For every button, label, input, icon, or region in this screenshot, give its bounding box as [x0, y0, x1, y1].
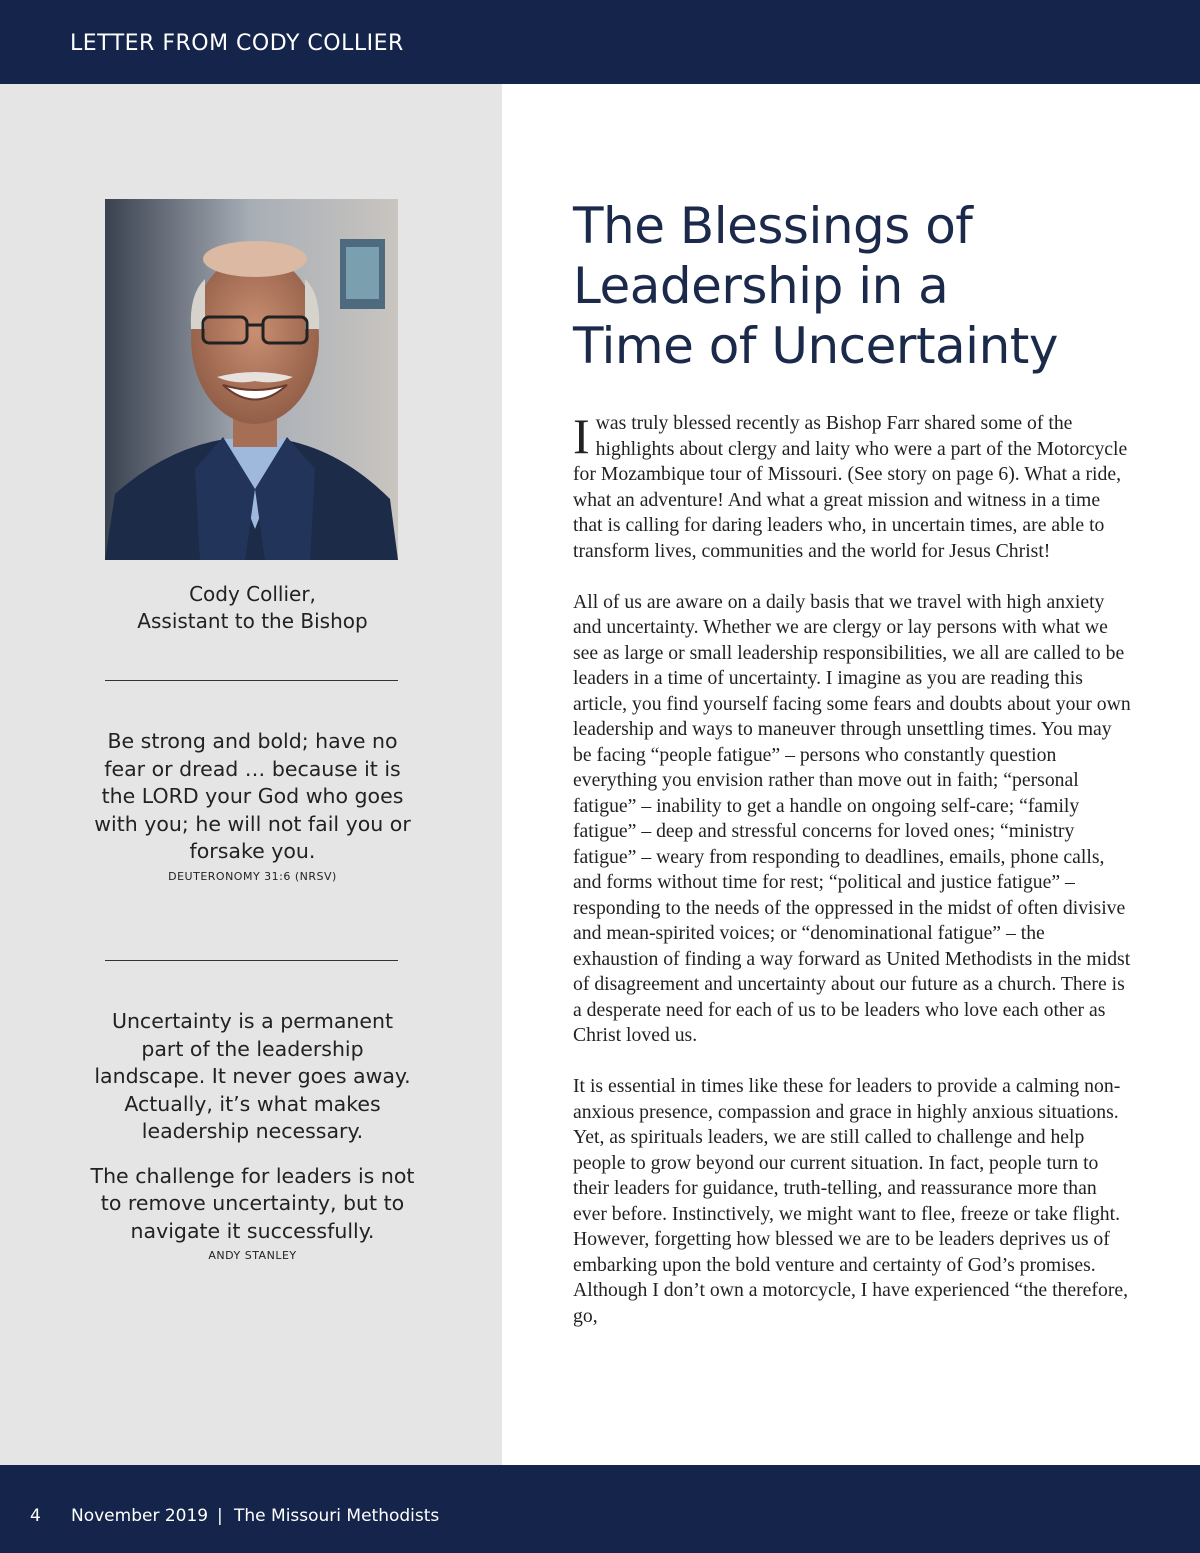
scripture-quote	[90, 728, 415, 885]
issue-date: November 2019	[71, 1506, 209, 1526]
scripture-quote-text: Be strong and bold; have no fear or dread … because it is the LORD your God who goes with you; he will not fail you or forsake you.	[94, 729, 411, 863]
scripture-quote-source: DEUTERONOMY 31:6 (NRSV)	[168, 869, 337, 883]
article-paragraph	[573, 408, 1133, 564]
caption-title: Assistant to the Bishop	[137, 609, 368, 633]
divider-rule	[105, 680, 398, 681]
divider-rule	[105, 960, 398, 961]
caption-name: Cody Collier,	[189, 582, 316, 606]
header-band	[0, 0, 1200, 84]
article-paragraph: All of us are aware on a daily basis that we travel with high anxiety and uncertainty. Whether we are clergy or lay persons with what we see as large or small leadership responsibilities, we all are called to be leaders in a time of uncertainty. I imagine as you are reading this article, you find yourself facing some fears and doubts about your own leadership and ways to maneuver through unsettling times. You may be facing “people fatigue” – persons who constantly question everything you envision rather than move out in faith; “personal fatigue” – inability to get a handle on ongoing self-care; “family fatigue” – deep and stressful concerns for loved ones; “ministry fatigue” – weary from responding to deadlines, emails, phone calls, and forms without time for rest; “political and justice fatigue” – responding to the needs of the oppressed in the midst of often divisive and mean-spirited voices; or “denominational fatigue” – the exhaustion of finding a way forward as United Methodists in the midst of disagreement and uncertainty about our future as a church. There is a desperate need for each of us to be leaders who love each other as Christ loved us.	[573, 590, 1131, 1046]
article-body	[573, 408, 1133, 1355]
article-paragraph-text: was truly blessed recently as Bishop Farr shared some of the highlights about clergy and laity who were a part of the Motorcycle for Mozambique tour of Missouri. (See story on page 6). What a ride, what an adventure! And what a great mission and witness in a time that is calling for daring leaders who, in uncertain times, are able to transform lives, communities and the world for Jesus Christ!	[573, 412, 1128, 562]
article-title-line: The Blessings of	[573, 197, 973, 255]
article-title	[573, 196, 1173, 376]
footer-separator: |	[217, 1506, 223, 1526]
portrait-photo	[105, 199, 398, 560]
pull-quote-paragraph: The challenge for leaders is not to remove uncertainty, but to navigate it successfully.	[90, 1163, 415, 1243]
footer-band	[0, 1465, 1200, 1553]
section-label: LETTER FROM CODY COLLIER	[70, 31, 404, 56]
pull-quote-source: ANDY STANLEY	[208, 1249, 297, 1262]
article-paragraph: It is essential in times like these for leaders to provide a calming non-anxious presence, compassion and grace in highly anxious situations. Yet, as spirituals leaders, we are still called to challenge and help people to grow beyond our current situation. In fact, people turn to their leaders for guidance, truth-telling, and reassurance more than ever before. Instinctively, we might want to flee, freeze or take flight. However, forgetting how blessed we are to be leaders deprives us of embarking upon the bold venture and certainty of God’s promises. Although I don’t own a motorcycle, I have experienced “the therefore, go,	[573, 1075, 1129, 1327]
article-title-line: Time of Uncertainty	[573, 317, 1058, 375]
article-title-line: Leadership in a	[573, 257, 949, 315]
pull-quote-paragraph: Uncertainty is a permanent part of the leadership landscape. It never goes away. Actually, it’s what makes leadership necessary.	[94, 1009, 411, 1143]
publication-name: The Missouri Methodists	[234, 1506, 440, 1526]
page-number: 4	[30, 1506, 41, 1526]
portrait-caption	[60, 581, 445, 635]
drop-cap: I	[573, 408, 590, 464]
pull-quote	[90, 1008, 415, 1264]
